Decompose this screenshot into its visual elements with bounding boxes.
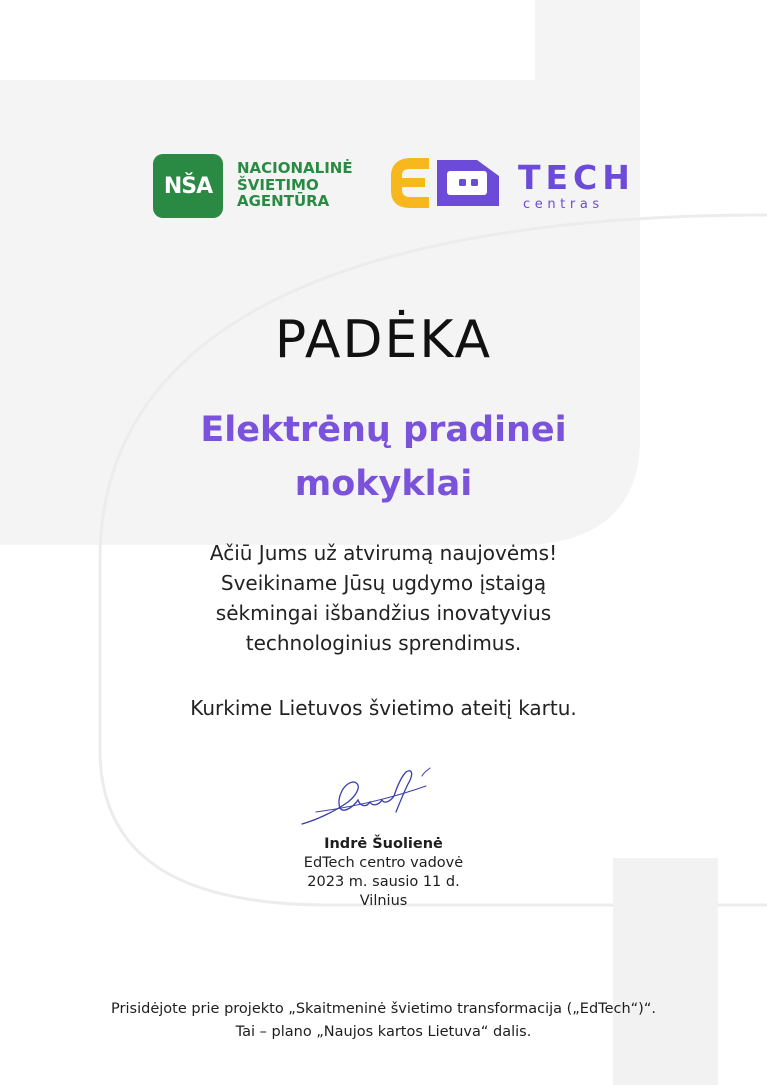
signer-role: EdTech centro vadovė xyxy=(303,855,464,871)
nsa-line-3: AGENTŪRA xyxy=(237,192,330,210)
body-line-4: technologinius sprendimus. xyxy=(245,631,522,655)
edtech-e-shape xyxy=(391,158,429,208)
edtech-tech-text: TECH xyxy=(518,158,635,197)
signature-stroke xyxy=(302,771,412,824)
handwritten-signature xyxy=(296,762,436,834)
nsa-badge-text: NŠA xyxy=(163,173,213,199)
recipient-name xyxy=(0,403,767,511)
footer-note xyxy=(0,998,767,1044)
footer-line-2: Tai – plano „Naujos kartos Lietuva“ dalis. xyxy=(235,1024,532,1040)
nsa-logo-badge xyxy=(153,154,223,218)
certificate-body xyxy=(0,538,767,658)
edtech-dot-2 xyxy=(471,179,478,186)
closing-line: Kurkime Lietuvos švietimo ateitį kartu. xyxy=(190,696,577,720)
certificate-title: PADĖKA xyxy=(274,310,493,370)
edtech-centras-text: centras xyxy=(523,197,604,212)
nsa-line-2: ŠVIETIMO xyxy=(237,175,319,194)
signature-tick xyxy=(422,768,430,776)
body-line-2: Sveikiname Jūsų ugdymo įstaigą xyxy=(220,571,547,595)
edtech-d-inner xyxy=(447,171,487,195)
edtech-logo-icon xyxy=(389,154,509,212)
nsa-line-1: NACIONALINĖ xyxy=(237,159,353,177)
recipient-line-1: Elektrėnų pradinei xyxy=(200,410,567,450)
signer-date: 2023 m. sausio 11 d. xyxy=(307,874,460,890)
signer-name: Indrė Šuolienė xyxy=(324,836,443,852)
recipient-line-2: mokyklai xyxy=(294,464,473,504)
edtech-dot-1 xyxy=(459,179,466,186)
body-line-3: sėkmingai išbandžius inovatyvius xyxy=(215,601,552,625)
nsa-logo-text xyxy=(237,160,387,210)
body-line-1: Ačiū Jums už atvirumą naujovėms! xyxy=(209,541,558,565)
signature-underline xyxy=(316,786,426,812)
signer-city: Vilnius xyxy=(359,893,408,909)
footer-line-1: Prisidėjote prie projekto „Skaitmeninė švietimo transformacija („EdTech“)“. xyxy=(111,1001,656,1017)
signer-block xyxy=(0,835,767,911)
